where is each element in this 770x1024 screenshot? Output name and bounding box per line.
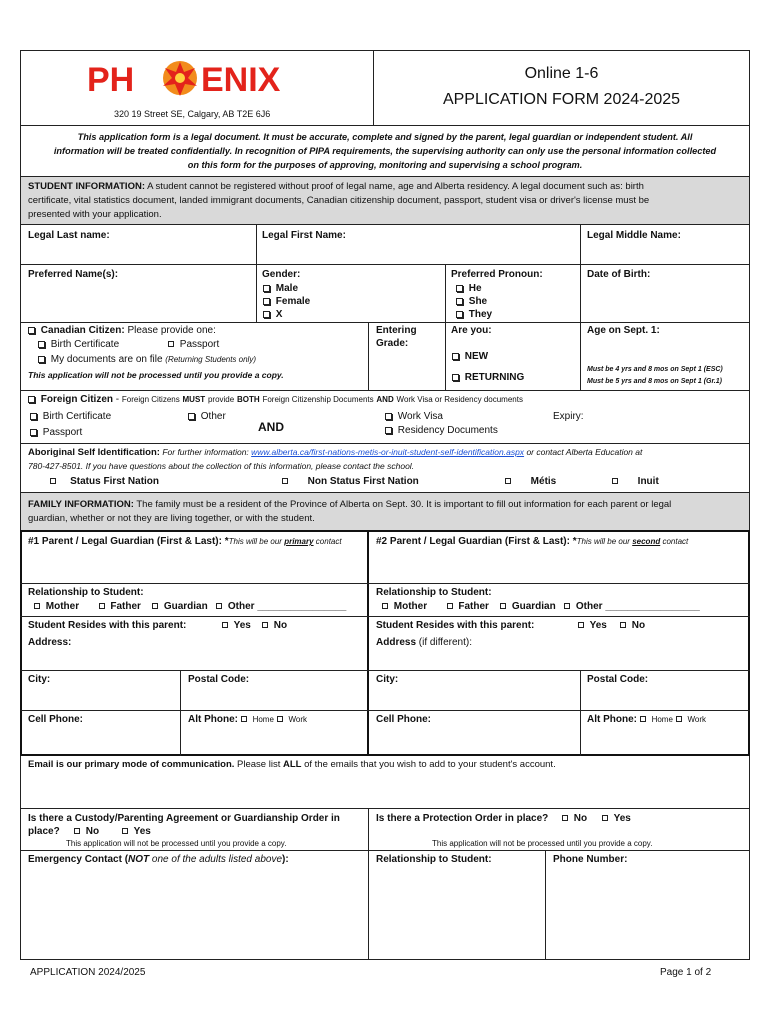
phoenix-logo	[87, 56, 307, 102]
preferred-name-label: Preferred Name(s):	[28, 269, 119, 280]
parent2-city-label: City:	[376, 674, 399, 685]
checkbox-icon	[50, 478, 56, 484]
school-address: 320 19 Street SE, Calgary, AB T2E 6J6	[114, 109, 271, 119]
legal-notice-line1: This application form is a legal document. It must be accurate, complete and signed by the parent, legal guardian or independent student. All	[77, 132, 693, 142]
pronoun-option-they[interactable]: They	[456, 309, 492, 321]
header-bottom-line	[20, 125, 750, 126]
parent1-postal-label: Postal Code:	[188, 674, 250, 685]
custody-no[interactable]: No	[74, 826, 99, 838]
status-returning[interactable]: RETURNING	[452, 372, 524, 384]
entering-grade-label-1: Entering	[376, 325, 417, 336]
citizen-passport[interactable]: Passport	[168, 339, 219, 351]
family-info-text2: guardian, whether or not they are living together, or with the student.	[28, 513, 315, 524]
aboriginal-status-first-nation[interactable]: Status First Nation	[50, 476, 159, 488]
checkbox-icon	[456, 285, 463, 292]
checkbox-icon	[447, 603, 453, 609]
age-note-gr1: Must be 5 yrs and 8 mos on Sept 1 (Gr.1)	[587, 378, 722, 385]
emergency-contact-input[interactable]	[24, 868, 364, 956]
parent2-relationship-label: Relationship to Student:	[376, 587, 492, 598]
parent1-relationship-options[interactable]: Mother Father Guardian Other ________________	[34, 601, 346, 613]
checkbox-icon	[456, 298, 463, 305]
checkbox-icon	[263, 285, 270, 292]
parent2-resides-no[interactable]: No	[620, 620, 645, 632]
legal-first-name-label: Legal First Name:	[262, 230, 346, 241]
checkbox-icon	[564, 603, 570, 609]
aboriginal-info-link[interactable]: www.alberta.ca/first-nations-metis-or-inuit-student-self-identification.aspx	[251, 447, 525, 457]
checkbox-icon	[34, 603, 40, 609]
gender-option-female[interactable]: Female	[263, 296, 310, 308]
legal-last-name-label: Legal Last name:	[28, 230, 110, 241]
gender-option-x[interactable]: X	[263, 309, 282, 321]
legal-middle-name-input[interactable]	[584, 244, 746, 262]
checkbox-icon	[74, 828, 80, 834]
svg-text:PH: PH	[87, 61, 135, 99]
footer-page-number: Page 1 of 2	[660, 967, 712, 978]
checkbox-icon	[262, 622, 268, 628]
are-you-label: Are you:	[451, 325, 492, 336]
checkbox-icon	[30, 429, 37, 436]
parent2-resides-yes[interactable]: Yes	[578, 620, 607, 632]
checkbox-icon	[578, 622, 584, 628]
protection-order-question: Is there a Protection Order in place?	[376, 813, 549, 824]
checkbox-icon	[38, 356, 45, 363]
date-of-birth-label: Date of Birth:	[587, 269, 651, 280]
pronoun-option-she[interactable]: She	[456, 296, 487, 308]
custody-note: This application will not be processed until you provide a copy.	[66, 839, 287, 848]
checkbox-icon	[382, 603, 388, 609]
emergency-phone-label: Phone Number:	[553, 854, 628, 865]
foreign-expiry-label: Expiry:	[553, 411, 584, 422]
custody-yes[interactable]: Yes	[122, 826, 151, 838]
aboriginal-metis[interactable]: Métis	[505, 476, 556, 488]
parent1-relationship-label: Relationship to Student:	[28, 587, 144, 598]
form-title-line1: Online 1-6	[524, 65, 599, 82]
aboriginal-row2: 780-427-8501. If you have questions about the collection of this information, please contact the school.	[28, 461, 415, 471]
checkbox-icon	[263, 298, 270, 305]
parent2-resides-label: Student Resides with this parent:	[376, 620, 535, 631]
svg-text:ENIX: ENIX	[201, 61, 281, 99]
legal-last-name-input[interactable]	[24, 244, 252, 262]
parent2-address-label: Address (if different):	[376, 637, 472, 648]
gender-label: Gender:	[262, 269, 301, 280]
foreign-citizen-row[interactable]: Foreign Citizen - Foreign Citizens MUST provide BOTH Foreign Citizenship Documents AND Work Visa or Residency documents	[28, 394, 523, 406]
legal-notice-line3: on this form for the purposes of approving, monitoring and supervising a school program.	[187, 160, 583, 170]
pronoun-label: Preferred Pronoun:	[451, 269, 543, 280]
pronoun-option-he[interactable]: He	[456, 283, 482, 295]
checkbox-icon	[505, 478, 511, 484]
documents-on-file[interactable]: My documents are on file (Returning Students only)	[38, 354, 256, 366]
parent1-address-label: Address:	[28, 637, 72, 648]
checkbox-icon	[216, 603, 222, 609]
age-note-esc: Must be 4 yrs and 8 mos on Sept 1 (ESC)	[587, 366, 723, 373]
foreign-work-visa[interactable]: Work Visa	[385, 411, 443, 423]
checkbox-icon	[282, 478, 288, 484]
checkbox-icon	[620, 622, 626, 628]
gender-option-male[interactable]: Male	[263, 283, 298, 295]
legal-first-name-input[interactable]	[260, 244, 576, 262]
checkbox-icon	[99, 603, 105, 609]
parent1-resides-yes[interactable]: Yes	[222, 620, 251, 632]
checkbox-icon	[30, 413, 37, 420]
checkbox-icon	[500, 603, 506, 609]
legal-middle-name-label: Legal Middle Name:	[587, 230, 681, 241]
parent1-alt-phone[interactable]: Alt Phone: Home Work	[188, 714, 307, 725]
status-new[interactable]: NEW	[452, 351, 488, 363]
checkbox-icon	[452, 374, 459, 381]
parent2-alt-phone[interactable]: Alt Phone: Home Work	[587, 714, 706, 725]
protection-yes[interactable]: Yes	[602, 813, 631, 825]
checkbox-icon	[241, 716, 247, 722]
student-info-intro3: presented with your application.	[28, 209, 162, 220]
protection-note: This application will not be processed until you provide a copy.	[432, 839, 653, 848]
checkbox-icon	[38, 341, 45, 348]
emergency-phone-input[interactable]	[549, 868, 746, 956]
foreign-residency-documents[interactable]: Residency Documents	[385, 425, 498, 437]
emergency-relationship-input[interactable]	[372, 868, 542, 956]
checkbox-icon	[28, 327, 35, 334]
parent2-name-input[interactable]	[372, 552, 746, 582]
checkbox-icon	[263, 311, 270, 318]
custody-question-1: Is there a Custody/Parenting Agreement or Guardianship Order in	[28, 813, 340, 824]
aboriginal-row1: Aboriginal Self Identification: For further information: www.alberta.ca/first-nations-metis-or-inuit-student-self-identification.aspx or contact Alberta Education at	[28, 447, 643, 458]
checkbox-icon	[640, 716, 646, 722]
checkbox-icon	[562, 815, 568, 821]
checkbox-icon	[168, 341, 174, 347]
parent1-resides-label: Student Resides with this parent:	[28, 620, 187, 631]
parent1-cell-label: Cell Phone:	[28, 714, 84, 725]
parent1-city-label: City:	[28, 674, 51, 685]
checkbox-icon	[676, 716, 682, 722]
aboriginal-non-status-first-nation[interactable]: Non Status First Nation	[282, 476, 419, 488]
checkbox-icon	[452, 353, 459, 360]
emergency-contact-label: Emergency Contact (NOT one of the adults listed above):	[28, 854, 289, 865]
checkbox-icon	[612, 478, 618, 484]
foreign-other[interactable]: Other	[188, 411, 226, 423]
footer-application-year: APPLICATION 2024/2025	[30, 967, 146, 978]
parent2-address-input[interactable]	[372, 650, 746, 668]
checkbox-icon	[188, 413, 195, 420]
parent2-title: #2 Parent / Legal Guardian (First & Last): *This will be our second contact	[376, 536, 689, 547]
email-list-input[interactable]	[24, 773, 746, 805]
foreign-and-label: AND	[258, 420, 284, 434]
family-info-text1: FAMILY INFORMATION: The family must be a resident of the Province of Alberta on Sept. 30. It is important to fill out information for each parent or legal	[28, 499, 672, 510]
parent1-name-input[interactable]	[24, 552, 364, 582]
foreign-birth-certificate[interactable]: Birth Certificate	[30, 411, 111, 423]
age-sept-label: Age on Sept. 1:	[587, 325, 660, 336]
parent1-resides-no[interactable]: No	[262, 620, 287, 632]
custody-question-2: place?	[28, 826, 60, 837]
aboriginal-inuit[interactable]: Inuit	[612, 476, 659, 488]
parent2-postal-label: Postal Code:	[587, 674, 649, 685]
form-title-line2: APPLICATION FORM 2024-2025	[442, 91, 681, 108]
foreign-passport[interactable]: Passport	[30, 427, 82, 439]
parent2-cell-label: Cell Phone:	[376, 714, 432, 725]
emergency-relationship-label: Relationship to Student:	[376, 854, 492, 865]
protection-no[interactable]: No	[562, 813, 587, 825]
checkbox-icon	[456, 311, 463, 318]
checkbox-icon	[28, 396, 35, 403]
canadian-citizen-row[interactable]: Canadian Citizen: Please provide one:	[28, 325, 216, 337]
checkbox-icon	[602, 815, 608, 821]
checkbox-icon	[385, 427, 392, 434]
citizen-not-processed-note: This application will not be processed until you provide a copy.	[28, 370, 284, 380]
checkbox-icon	[122, 828, 128, 834]
student-info-intro1: STUDENT INFORMATION: A student cannot be registered without proof of legal name, age and Alberta residency. A legal document such as: birth	[28, 181, 644, 192]
checkbox-icon	[277, 716, 283, 722]
entering-grade-label-2: Grade:	[376, 338, 409, 349]
parent1-title: #1 Parent / Legal Guardian (First & Last): *This will be our primary contact	[28, 536, 342, 547]
legal-notice-line2: information will be treated confidentially. In recognition of PIPA requirements, the supervising authority can only use the personal information collected	[53, 146, 717, 156]
checkbox-icon	[385, 413, 392, 420]
citizen-birth-certificate[interactable]: Birth Certificate	[38, 339, 119, 351]
parent1-address-input[interactable]	[24, 650, 364, 668]
email-instructions: Email is our primary mode of communication. Please list ALL of the emails that you wish to add to your student's account.	[28, 759, 556, 770]
student-info-intro2: certificate, vital statistics document, landed immigrant documents, Canadian citizenship document, passport, student visa or driver's license must be	[28, 195, 650, 206]
checkbox-icon	[152, 603, 158, 609]
checkbox-icon	[222, 622, 228, 628]
header-divider	[373, 50, 374, 126]
parent2-relationship-options[interactable]: Mother Father Guardian Other _________________	[382, 601, 700, 613]
